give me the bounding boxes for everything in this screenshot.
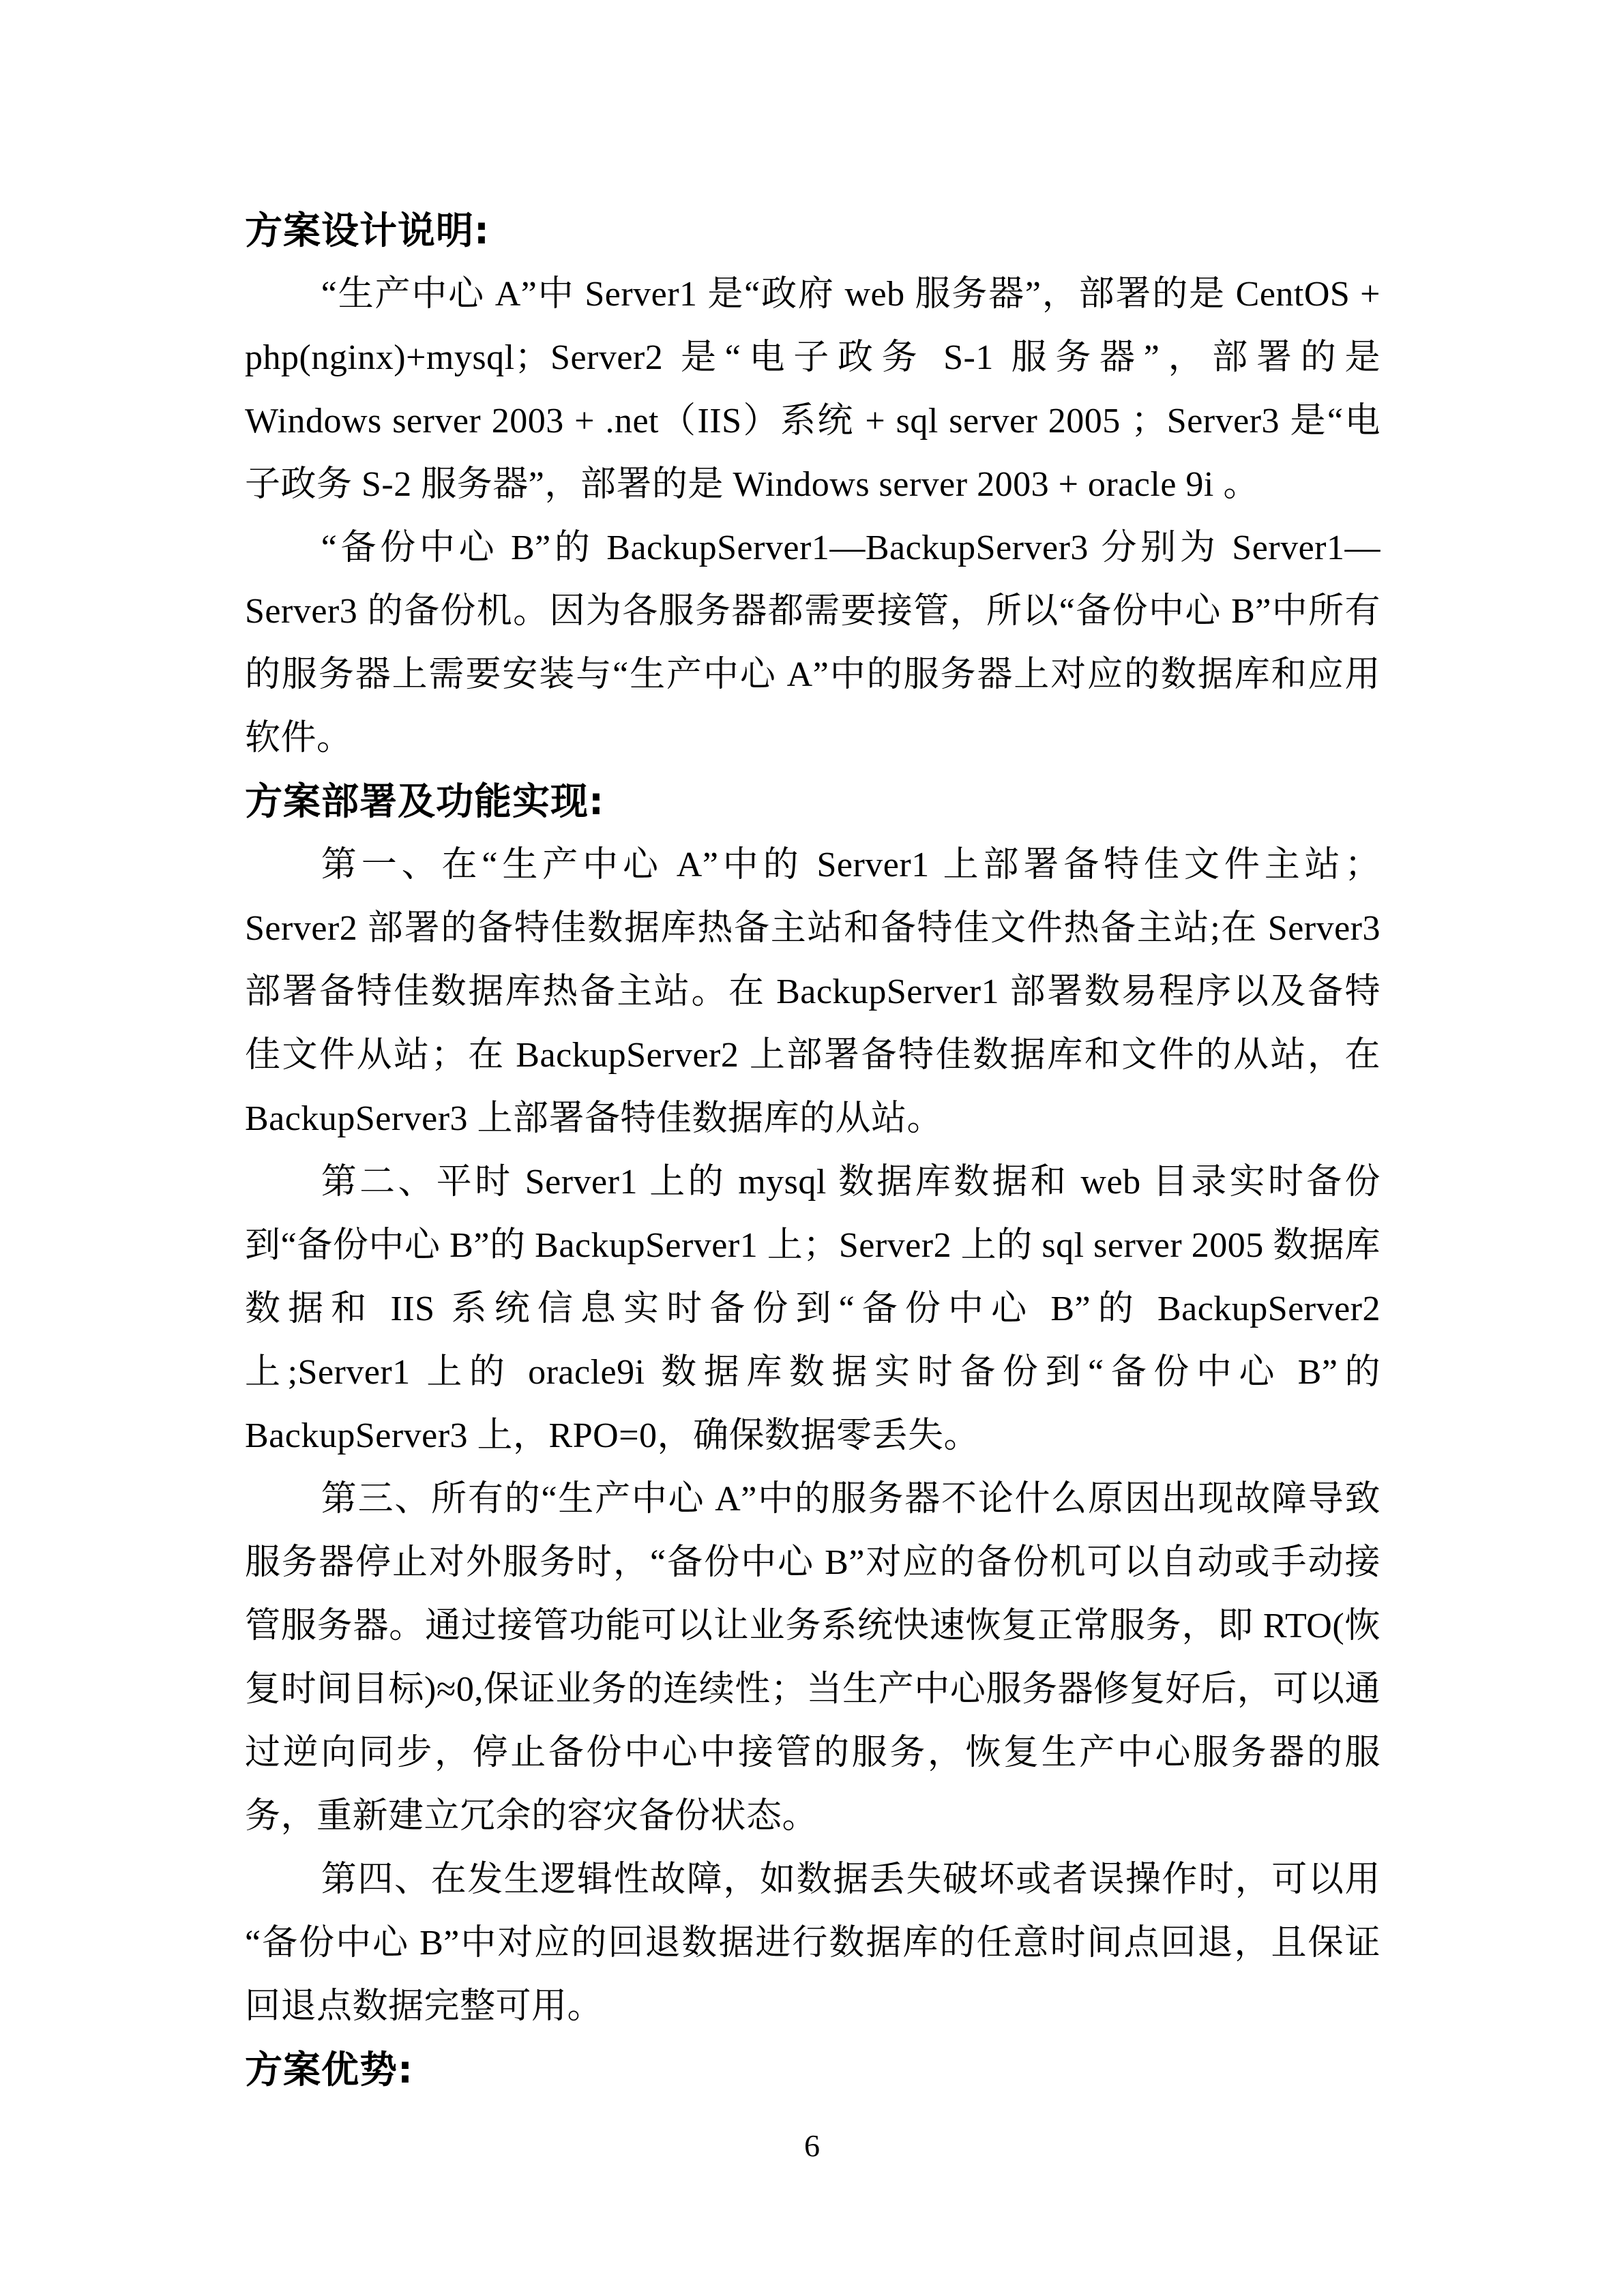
paragraph-backup-center-overview: “备份中心 B”的 BackupServer1—BackupServer3 分别为 Server1—Server3 的备份机。因为各服务器都需要接管，所以“备份中心 B”中所有的服务器上需要安装与“生产中心 A”中的服务器上对应的数据库和应用软件。 [245,528,1381,758]
document-body [245,199,1381,2102]
paragraph-step-two-realtime-backup: 第二、平时 Server1 上的 mysql 数据库数据和 web 目录实时备份到“备份中心 B”的 BackupServer1 上；Server2 上的 sql server 2005 数据库数据和 IIS 系统信息实时备份到“备份中心 B”的 BackupServer2 上;Server1 上的 oracle9i 数据库数据实时备份到“备份中心 B”的 BackupServer3 上，RPO=0，确保数据零丢失。 [245,1163,1381,1455]
section-heading-advantages: 方案优势: [245,2048,413,2091]
page-number: 6 [804,2128,820,2163]
paragraph-step-one-deployment: 第一、在“生产中心 A”中的 Server1 上部署备特佳文件主站；Server2 部署的备特佳数据库热备主站和备特佳文件热备主站;在 Server3 部署备特佳数据库热备主站。在 BackupServer1 部署数易程序以及备特佳文件从站；在 BackupServer2 上部署备特佳数据库和文件的从站，在 BackupServer3 上部署备特佳数据库的从站。 [245,846,1381,1138]
paragraph-step-four-rollback: 第四、在发生逻辑性故障，如数据丢失破坏或者误操作时，可以用 “备份中心 B”中对应的回退数据进行数据库的任意时间点回退，且保证回退点数据完整可用。 [245,1860,1381,2026]
section-heading-deployment: 方案部署及功能实现: [245,779,604,823]
section-heading-design-description: 方案设计说明: [245,209,490,252]
paragraph-step-three-failover: 第三、所有的“生产中心 A”中的服务器不论什么原因出现故障导致服务器停止对外服务时，“备份中心 B”对应的备份机可以自动或手动接管服务器。通过接管功能可以让业务系统快速恢复正常服务，即 RTO(恢复时间目标)≈0,保证业务的连续性；当生产中心服务器修复好后，可以通过逆向同步，停止备份中心中接管的服务，恢复生产中心服务器的服务，重新建立冗余的容灾备份状态。 [245,1480,1381,1836]
paragraph-production-center-overview: “生产中心 A”中 Server1 是“政府 web 服务器”，部署的是 CentOS + php(nginx)+mysql；Server2 是“电子政务 S-1 服务器”，部署的是 Windows server 2003 + .net（IIS）系统 + sql server 2005 ；Server3 是“电子政务 S-2 服务器”，部署的是 Windows server 2003 + oracle 9i 。 [245,275,1381,504]
